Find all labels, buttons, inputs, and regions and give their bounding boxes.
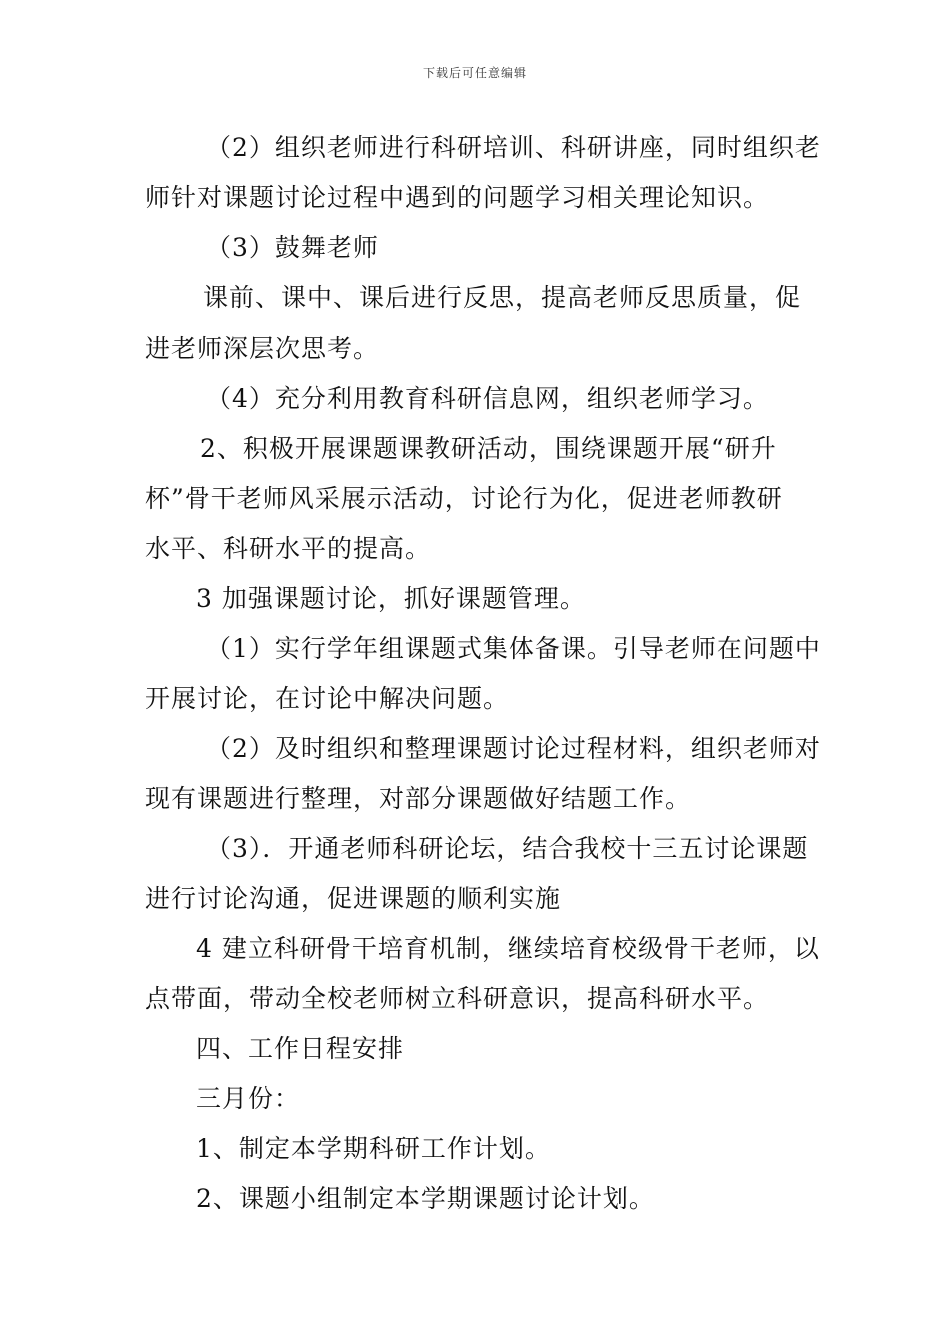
paragraph-line: （3）鼓舞老师 — [206, 233, 379, 262]
paragraph-line: （1）实行学年组课题式集体备课。引导老师在问题中 — [206, 634, 821, 663]
page-header: 下载后可任意编辑 — [422, 66, 527, 80]
paragraph-line: （3）．开通老师科研论坛，结合我校十三五讨论课题 — [206, 834, 809, 863]
paragraph-line: 三月份： — [196, 1084, 301, 1113]
paragraph-line: 点带面，带动全校老师树立科研意识，提高科研水平。 — [145, 984, 770, 1013]
paragraph-line: 1、制定本学期科研工作计划。 — [196, 1134, 551, 1163]
paragraph-line: 水平、科研水平的提高。 — [145, 534, 432, 563]
paragraph-line: 2、积极开展课题课教研活动，围绕课题开展“研升 — [200, 434, 777, 463]
paragraph-line: （4）充分利用教育科研信息网，组织老师学习。 — [206, 384, 769, 413]
paragraph-line: 4 建立科研骨干培育机制，继续培育校级骨干老师，以 — [196, 934, 820, 963]
paragraph-line: 杯”骨干老师风采展示活动，讨论行为化，促进老师教研 — [145, 484, 783, 513]
paragraph-line: 现有课题进行整理，对部分课题做好结题工作。 — [145, 784, 692, 813]
paragraph-line: 师针对课题讨论过程中遇到的问题学习相关理论知识。 — [145, 183, 770, 212]
section-heading: 四、工作日程安排 — [196, 1034, 405, 1063]
paragraph-line: 进行讨论沟通，促进课题的顺利实施 — [145, 884, 562, 913]
paragraph-line: 2、课题小组制定本学期课题讨论计划。 — [196, 1184, 655, 1213]
paragraph-line: （2）组织老师进行科研培训、科研讲座，同时组织老 — [206, 133, 821, 162]
paragraph-line: 开展讨论，在讨论中解决问题。 — [145, 684, 510, 713]
paragraph-line: 3 加强课题讨论，抓好课题管理。 — [196, 584, 586, 613]
paragraph-line: 进老师深层次思考。 — [145, 334, 380, 363]
paragraph-line: （2）及时组织和整理课题讨论过程材料，组织老师对 — [206, 734, 821, 763]
paragraph-line: 课前、课中、课后进行反思，提高老师反思质量，促 — [203, 283, 802, 312]
